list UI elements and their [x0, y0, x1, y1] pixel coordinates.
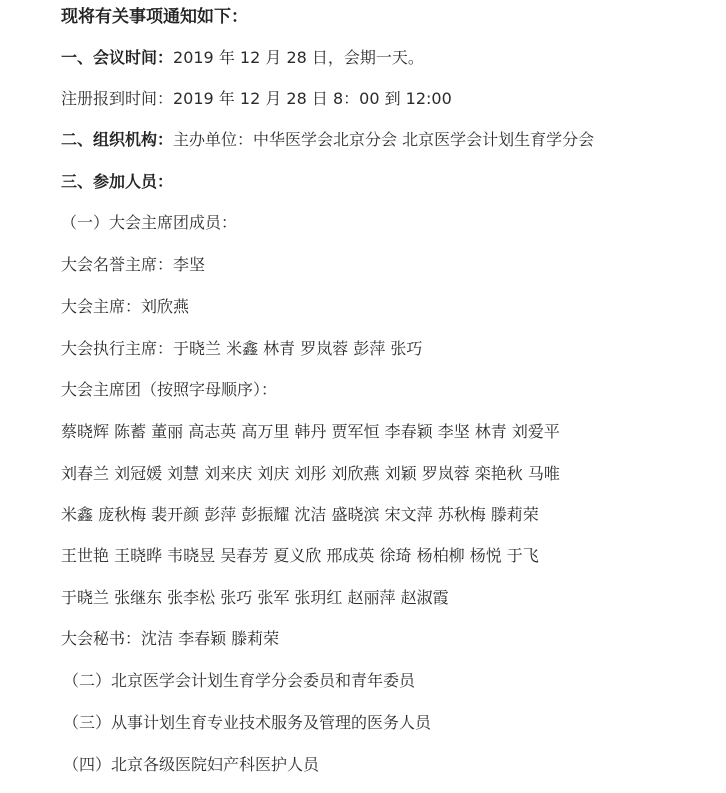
section-label: 二、组织机构：: [61, 130, 174, 149]
section-text: 2019 年 12 月 28 日，会期一天。: [173, 48, 424, 67]
chair: 大会主席：刘欣燕: [61, 297, 190, 316]
subsection-presidium-members: （一）大会主席团成员：: [61, 213, 238, 232]
subsection-committee: （二）北京医学会计划生育学分会委员和青年委员: [63, 671, 416, 690]
presidium-row: 于晓兰 张继东 张李松 张巧 张军 张玥红 赵丽萍 赵淑霞: [61, 588, 449, 607]
presidium-title: 大会主席团（按照字母顺序）：: [61, 380, 278, 399]
section-label: 一、会议时间：: [61, 48, 174, 67]
honorary-chair: 大会名誉主席：李坚: [61, 255, 206, 274]
presidium-row: 王世艳 王晓晔 韦晓昱 吴春芳 夏义欣 邢成英 徐琦 杨柏柳 杨悦 于飞: [61, 546, 539, 565]
presidium-row: 蔡晓辉 陈蓄 董丽 高志英 高万里 韩丹 贾军恒 李春颖 李坚 林青 刘爱平: [61, 422, 560, 441]
presidium-row: 刘春兰 刘冠媛 刘慧 刘来庆 刘庆 刘彤 刘欣燕 刘颖 罗岚蓉 栾艳秋 马唯: [61, 464, 560, 483]
subsection-obgyn-staff: （四）北京各级医院妇产科医护人员: [63, 755, 320, 774]
section-organization: [61, 129, 594, 151]
registration-time: 注册报到时间：2019 年 12 月 28 日 8：00 到 12:00: [61, 89, 452, 108]
subsection-practitioners: （三）从事计划生育专业技术服务及管理的医务人员: [63, 713, 432, 732]
section-participants: 三、参加人员：: [61, 172, 174, 191]
presidium-row: 米鑫 庞秋梅 裴开颜 彭萍 彭振耀 沈洁 盛晓滨 宋文萍 苏秋梅 滕莉荣: [61, 505, 539, 524]
executive-chairs: 大会执行主席：于晓兰 米鑫 林青 罗岚蓉 彭萍 张巧: [61, 339, 423, 358]
section-meeting-time: [61, 47, 424, 69]
secretary: 大会秘书：沈洁 李春颖 滕莉荣: [61, 629, 280, 648]
section-text: 主办单位：中华医学会北京分会 北京医学会计划生育学分会: [173, 130, 595, 149]
notice-heading: 现将有关事项通知如下：: [61, 7, 248, 27]
